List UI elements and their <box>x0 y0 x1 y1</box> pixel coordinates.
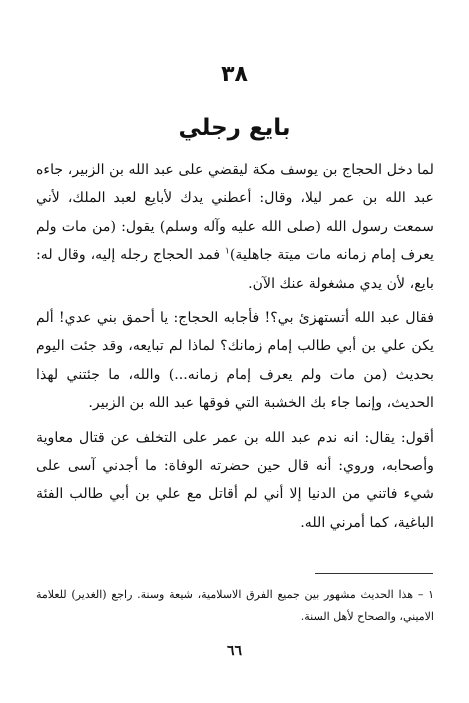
page-number: ٦٦ <box>226 643 243 659</box>
chapter-title: بايع رجلي <box>178 115 291 141</box>
paragraph-2 <box>36 304 434 418</box>
paragraph-3 <box>36 424 434 538</box>
body-text <box>36 156 434 543</box>
footnote-reference: ١ <box>225 246 230 257</box>
paragraph-text: لما دخل الحجاج بن يوسف مكة ليقضي على عبد الله بن الزبير، جاءه عبد الله بن عمر ليلا، وقال: أعطني يدك لأبايع لعبد الملك، لأني سمعت رسول الله (صلى الله عليه وآله وسلم) يقول: (من مات ولم يعرف إمام زمانه مات ميتة جاهلية) <box>36 162 434 264</box>
paragraph-1 <box>36 156 434 298</box>
paragraph-text-continued: فمد الحجاج رجله إليه، وقال له: بايع، لأن يدي مشغولة عنك الآن. <box>36 247 434 292</box>
chapter-number: ٣٨ <box>221 62 248 87</box>
footnote-separator <box>315 573 433 574</box>
paragraph-text: أقول: يقال: انه ندم عبد الله بن عمر على التخلف عن قتال معاوية وأصحابه، وروي: أنه قال حين حضرته الوفاة: ما أجدني آسى على شيء فاتني من الدنيا إلا أني لم أقاتل مع علي بن أبي طالب الفئة الباغية، كما أمرني الله. <box>36 429 434 531</box>
paragraph-text: فقال عبد الله أتستهزئ بي؟! فأجابه الحجاج: يا أحمق بني عدي! ألم يكن علي بن أبي طالب إمام زمانك؟ لماذا لم تبايعه، وقد جئت اليوم بحديث (من مات ولم يعرف إمام زمانه...) والله، ما جئتني لهذا الحديث، وإنما جاء بك الخشبة التي فوقها عبد الله بن الزبير. <box>36 310 434 412</box>
footnote: ١ – هذا الحديث مشهور بين جميع الفرق الاسلامية، شيعة وسنة. راجع (الغدير) للعلامة الاميني، والصحاح لأهل السنة. <box>36 588 434 623</box>
